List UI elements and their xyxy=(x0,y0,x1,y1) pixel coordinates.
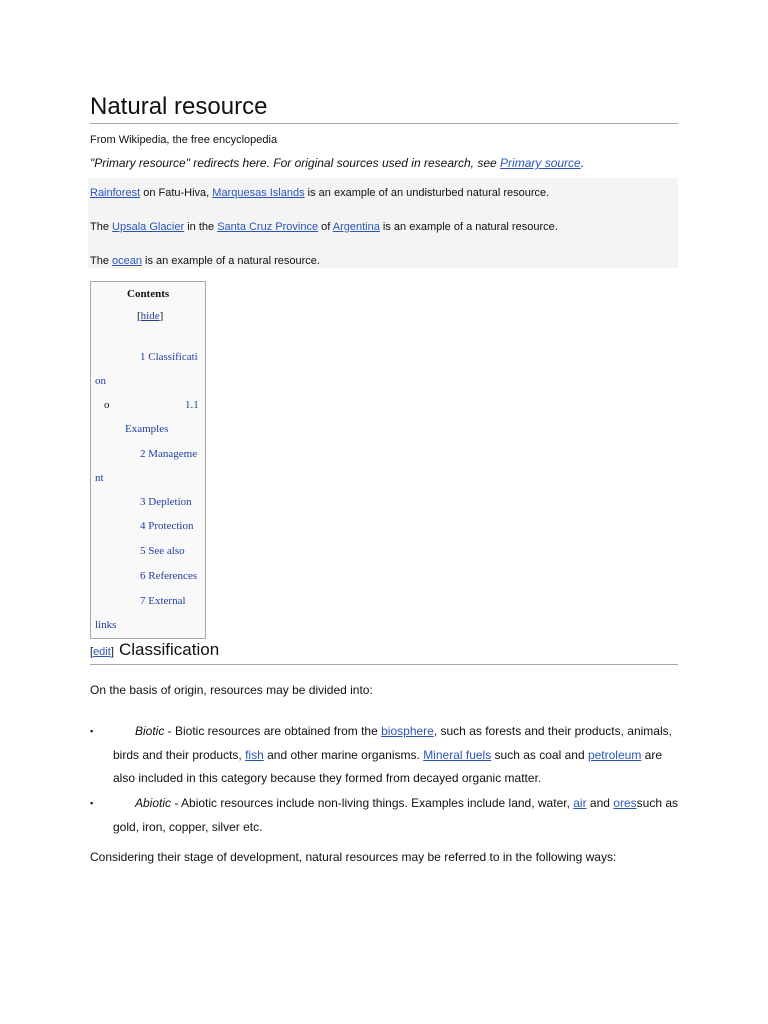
section-closing: Considering their stage of development, natural resources may be referred to in the following ways: xyxy=(90,850,617,864)
primary-source-link[interactable]: Primary source xyxy=(500,156,581,170)
toc-item-examples[interactable]: Examples xyxy=(125,423,169,435)
list-text: birds and their products, xyxy=(113,748,246,762)
list-item-line: gold, iron, copper, silver etc. xyxy=(113,820,263,834)
toc-item-examples-number[interactable]: 1.1 xyxy=(185,399,199,411)
list-item-abiotic xyxy=(113,796,679,834)
list-item-line xyxy=(113,748,679,762)
list-item-line xyxy=(113,796,679,810)
toc-item-management-wrap[interactable]: nt xyxy=(95,472,104,484)
caption-text: The xyxy=(90,255,113,267)
fish-link[interactable]: fish xyxy=(245,748,264,762)
hatnote xyxy=(90,156,584,170)
hatnote-text: "Primary resource" redirects here. For original sources used in research, see xyxy=(90,156,497,170)
section-heading-text: Classification xyxy=(119,640,220,659)
caption-ocean xyxy=(90,255,320,267)
toc-title: Contents xyxy=(127,288,170,300)
caption-text: in the xyxy=(184,221,218,233)
caption-glacier xyxy=(90,221,558,233)
list-item-line: also included in this category because they formed from decayed organic matter. xyxy=(113,771,542,785)
caption-text: of xyxy=(318,221,333,233)
caption-rainforest xyxy=(90,187,549,199)
hatnote-suffix: . xyxy=(580,156,585,170)
biosphere-link[interactable]: biosphere xyxy=(381,724,434,738)
page-title: Natural resource xyxy=(90,92,678,124)
edit-section xyxy=(90,646,114,658)
list-text: - Biotic resources are obtained from the xyxy=(164,724,382,738)
toc-toggle xyxy=(137,310,163,322)
edit-bracket: ] xyxy=(110,646,114,658)
list-item-biotic xyxy=(113,724,679,785)
toc-item-see-also[interactable]: 5 See also xyxy=(140,545,185,557)
petroleum-link[interactable]: petroleum xyxy=(587,748,642,762)
bullet-icon: ▪ xyxy=(90,798,94,808)
bullet-icon: ▪ xyxy=(90,726,94,736)
toc-item-classification-wrap[interactable]: on xyxy=(95,375,106,387)
list-text: and other marine organisms. xyxy=(263,748,424,762)
image-captions xyxy=(88,178,678,268)
toc-item-management[interactable]: 2 Manageme xyxy=(140,448,198,460)
mineral-fuels-link[interactable]: Mineral fuels xyxy=(423,748,492,762)
upsala-glacier-link[interactable]: Upsala Glacier xyxy=(112,221,185,233)
section-heading-classification xyxy=(90,640,678,665)
toc-bracket: ] xyxy=(159,310,164,322)
list-text: and xyxy=(586,796,614,810)
caption-text: is an example of a natural resource. xyxy=(379,221,558,233)
table-of-contents xyxy=(90,281,206,639)
term-biotic: Biotic xyxy=(135,724,165,738)
rainforest-link[interactable]: Rainforest xyxy=(90,187,141,199)
toc-item-references[interactable]: 6 References xyxy=(140,570,198,582)
list-item-line xyxy=(113,724,679,738)
air-link[interactable]: air xyxy=(573,796,587,810)
toc-item-external-links-wrap[interactable]: links xyxy=(95,619,117,631)
santa-cruz-province-link[interactable]: Santa Cruz Province xyxy=(217,221,319,233)
toc-item-external-links[interactable]: 7 External xyxy=(140,595,186,607)
list-text: , such as forests and their products, animals, xyxy=(433,724,672,738)
toc-item-depletion[interactable]: 3 Depletion xyxy=(140,496,192,508)
caption-text: on Fatu-Hiva, xyxy=(140,187,213,199)
caption-text: is an example of an undisturbed natural resource. xyxy=(304,187,550,199)
ores-link[interactable]: ores xyxy=(613,796,637,810)
toc-item-protection[interactable]: 4 Protection xyxy=(140,520,194,532)
caption-text: is an example of a natural resource. xyxy=(142,255,320,267)
list-text: - Abiotic resources include non-living things. Examples include land, water, xyxy=(171,796,574,810)
tagline: From Wikipedia, the free encyclopedia xyxy=(90,134,278,146)
toc-hide-link[interactable]: hide xyxy=(140,310,160,322)
ocean-link[interactable]: ocean xyxy=(112,255,142,267)
list-text: such as coal and xyxy=(491,748,588,762)
toc-bracket: [ xyxy=(137,310,141,322)
list-text: are xyxy=(641,748,663,762)
edit-bracket: [ xyxy=(90,646,94,658)
list-text: such as xyxy=(636,796,678,810)
toc-item-classification[interactable]: 1 Classificati xyxy=(140,351,198,363)
argentina-link[interactable]: Argentina xyxy=(332,221,380,233)
toc-sub-bullet: o xyxy=(104,399,110,411)
term-abiotic: Abiotic xyxy=(135,796,172,810)
caption-text: The xyxy=(90,221,113,233)
marquesas-islands-link[interactable]: Marquesas Islands xyxy=(212,187,305,199)
section-intro: On the basis of origin, resources may be divided into: xyxy=(90,683,373,697)
edit-link[interactable]: edit xyxy=(93,646,111,658)
